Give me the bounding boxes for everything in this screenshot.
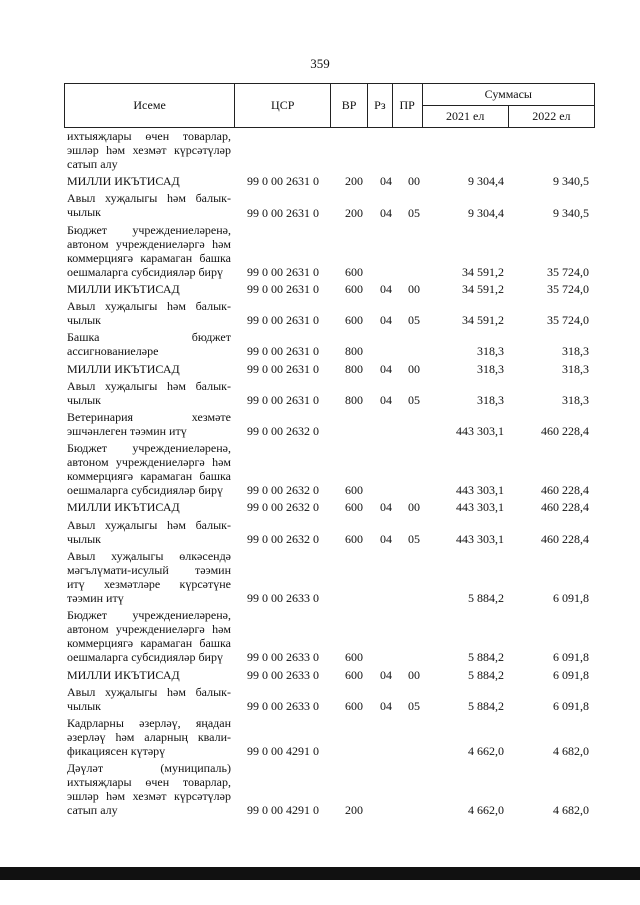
row-pr: 05 (408, 531, 420, 546)
header-sums: Суммасы (422, 84, 594, 106)
row-pr: 00 (408, 500, 420, 515)
row-rz: 04 (380, 282, 392, 297)
row-pr: 05 (408, 313, 420, 328)
row-sum-2022: 318,3 (562, 361, 589, 376)
row-name (67, 549, 231, 605)
row-csr: 99 0 00 4291 0 (247, 744, 319, 759)
row-name-line: оешмаларга субсидияләр бирү (67, 264, 223, 279)
row-name (67, 608, 231, 664)
row-pr: 00 (408, 667, 420, 682)
page-number: 359 (310, 56, 330, 71)
row-name-line: коммерциягә карамаган башка (67, 469, 231, 483)
row-name-line: коммерциягә карамаган башка (67, 250, 231, 265)
row-sum-2022: 6 091,8 (553, 698, 589, 713)
row-sum-2021: 9 304,4 (468, 205, 504, 220)
header-name: Исеме (65, 84, 235, 128)
table-row (0, 282, 640, 296)
row-sum-2022: 9 340,5 (553, 174, 589, 189)
row-name-line: мәгълүмати-исулый тәэмин (67, 562, 231, 577)
row-name-line: Бюджет учреждениеләренә, (67, 441, 231, 455)
row-sum-2021: 318,3 (477, 392, 504, 407)
row-sum-2022: 460 228,4 (541, 500, 589, 515)
row-name-line: сатып алу (67, 803, 118, 818)
row-name-line: чылык (67, 392, 101, 407)
table-row (0, 191, 640, 219)
row-name (67, 223, 231, 279)
row-pr: 05 (408, 698, 420, 713)
row-sum-2021: 4 662,0 (468, 803, 504, 818)
table-row (0, 685, 640, 713)
row-name (67, 500, 231, 514)
table-row (0, 129, 640, 171)
row-csr: 99 0 00 2632 0 (247, 500, 319, 515)
row-pr: 00 (408, 282, 420, 297)
row-vr: 800 (345, 392, 363, 407)
row-name-line: тәэмин итү (67, 590, 124, 605)
row-name-line: Башка бюджет (67, 330, 231, 345)
row-csr: 99 0 00 2631 0 (247, 264, 319, 279)
table-row (0, 500, 640, 514)
row-name-line: итү хезмәтләре күрсәтүне (67, 576, 231, 591)
row-name-line: чылык (67, 313, 101, 328)
row-vr: 200 (345, 174, 363, 189)
row-name-line: автоном учреждениеләргә һәм (67, 236, 231, 251)
row-vr: 800 (345, 344, 363, 359)
row-vr: 600 (345, 531, 363, 546)
row-name (67, 518, 231, 546)
row-sum-2022: 460 228,4 (541, 483, 589, 498)
row-name-line: Дәүләт (муниципаль) (67, 761, 231, 776)
row-name-line: ассигнованиеләре (67, 344, 159, 359)
table-row (0, 518, 640, 546)
row-sum-2021: 4 662,0 (468, 744, 504, 759)
row-sum-2021: 443 303,1 (456, 500, 504, 515)
row-pr: 00 (408, 361, 420, 376)
row-rz: 04 (380, 392, 392, 407)
row-sum-2021: 5 884,2 (468, 698, 504, 713)
row-sum-2022: 9 340,5 (553, 205, 589, 220)
row-pr: 05 (408, 205, 420, 220)
header-vr: ВР (331, 84, 368, 128)
row-name-line: ихтыяҗлары өчен товарлар, (67, 129, 231, 143)
row-csr: 99 0 00 2633 0 (247, 698, 319, 713)
row-name-line: Авыл хуҗалыгы һәм балык- (67, 378, 231, 393)
row-name-line: Бюджет учреждениеләренә, (67, 222, 231, 237)
header-rz: Рз (367, 84, 392, 128)
row-sum-2022: 35 724,0 (547, 264, 589, 279)
table-row (0, 362, 640, 376)
row-name-line: автоном учреждениеләргә һәм (67, 622, 231, 637)
row-csr: 99 0 00 2631 0 (247, 313, 319, 328)
row-name-line: фикациясен күтәрү (67, 743, 166, 758)
row-csr: 99 0 00 2633 0 (247, 667, 319, 682)
row-name-line: эшләр һәм хезмәт күрсәтүләр (67, 143, 231, 157)
header-year-2021: 2021 ел (422, 106, 508, 128)
row-name-line: Авыл хуҗалыгы һәм балык- (67, 684, 231, 699)
row-csr: 99 0 00 2633 0 (247, 591, 319, 606)
row-sum-2022: 4 682,0 (553, 803, 589, 818)
row-name (67, 282, 231, 296)
row-vr: 600 (345, 264, 363, 279)
table-row (0, 174, 640, 188)
row-rz: 04 (380, 313, 392, 328)
row-csr: 99 0 00 2631 0 (247, 344, 319, 359)
row-vr: 600 (345, 500, 363, 515)
row-vr: 800 (345, 361, 363, 376)
row-csr: 99 0 00 2631 0 (247, 392, 319, 407)
table-row (0, 223, 640, 279)
row-sum-2022: 6 091,8 (553, 650, 589, 665)
row-name-line: МИЛЛИ ИКЪТИСАД (67, 500, 180, 515)
row-name (67, 379, 231, 407)
row-sum-2022: 6 091,8 (553, 667, 589, 682)
row-sum-2021: 443 303,1 (456, 531, 504, 546)
row-name-line: чылык (67, 698, 101, 713)
header-csr: ЦСР (235, 84, 331, 128)
row-name-line: әзерләү һәм аларның квали- (67, 729, 231, 744)
header-year-2022: 2022 ел (508, 106, 594, 128)
row-name (67, 716, 231, 758)
row-name (67, 362, 231, 376)
row-sum-2021: 318,3 (477, 361, 504, 376)
row-sum-2021: 443 303,1 (456, 483, 504, 498)
table-row (0, 330, 640, 358)
row-name (67, 761, 231, 817)
row-vr: 600 (345, 698, 363, 713)
table-row (0, 608, 640, 664)
row-name (67, 330, 231, 358)
row-name-line: Кадрларны әзерләү, яңадан (67, 715, 231, 730)
row-csr: 99 0 00 2631 0 (247, 205, 319, 220)
row-vr: 600 (345, 650, 363, 665)
row-csr: 99 0 00 2631 0 (247, 361, 319, 376)
row-name (67, 441, 231, 497)
table-row (0, 761, 640, 817)
row-sum-2022: 460 228,4 (541, 531, 589, 546)
row-sum-2021: 5 884,2 (468, 650, 504, 665)
row-name-line: чылык (67, 205, 101, 220)
row-sum-2021: 34 591,2 (462, 264, 504, 279)
row-name-line: Ветеринария хезмәте (67, 409, 231, 424)
row-name-line: сатып алу (67, 157, 118, 171)
row-rz: 04 (380, 500, 392, 515)
row-name-line: Авыл хуҗалыгы һәм балык- (67, 517, 231, 532)
row-sum-2022: 318,3 (562, 392, 589, 407)
row-csr: 99 0 00 2631 0 (247, 174, 319, 189)
table-row (0, 549, 640, 605)
row-sum-2022: 460 228,4 (541, 423, 589, 438)
table-row (0, 299, 640, 327)
row-name (67, 299, 231, 327)
row-sum-2021: 443 303,1 (456, 423, 504, 438)
row-name (67, 668, 231, 682)
row-name-line: Бюджет учреждениеләренә, (67, 608, 231, 623)
row-sum-2021: 5 884,2 (468, 591, 504, 606)
row-name-line: автоном учреждениеләргә һәм (67, 455, 231, 469)
row-csr: 99 0 00 2632 0 (247, 423, 319, 438)
row-name (67, 410, 231, 438)
row-name-line: Авыл хуҗалыгы һәм балык- (67, 299, 231, 314)
row-name (67, 174, 231, 188)
row-rz: 04 (380, 531, 392, 546)
row-vr: 600 (345, 282, 363, 297)
row-sum-2022: 35 724,0 (547, 282, 589, 297)
row-csr: 99 0 00 2632 0 (247, 531, 319, 546)
row-name-line: Авыл хуҗалыгы өлкәсендә (67, 548, 231, 563)
row-sum-2022: 318,3 (562, 344, 589, 359)
row-csr: 99 0 00 2631 0 (247, 282, 319, 297)
row-name-line: оешмаларга субсидияләр бирү (67, 483, 223, 497)
row-rz: 04 (380, 361, 392, 376)
row-pr: 00 (408, 174, 420, 189)
row-name-line: коммерциягә карамаган башка (67, 636, 231, 651)
table-header (64, 83, 595, 128)
table-row (0, 716, 640, 758)
row-rz: 04 (380, 205, 392, 220)
row-name-line: оешмаларга субсидияләр бирү (67, 650, 223, 665)
scan-border-bar (0, 867, 640, 880)
row-sum-2021: 5 884,2 (468, 667, 504, 682)
row-sum-2021: 9 304,4 (468, 174, 504, 189)
row-csr: 99 0 00 2632 0 (247, 483, 319, 498)
row-sum-2021: 34 591,2 (462, 313, 504, 328)
row-name-line: МИЛЛИ ИКЪТИСАД (67, 667, 180, 682)
row-vr: 600 (345, 483, 363, 498)
row-name-line: эшләр һәм хезмәт күрсәтүләр (67, 789, 231, 804)
row-csr: 99 0 00 4291 0 (247, 803, 319, 818)
row-vr: 200 (345, 205, 363, 220)
row-name-line: МИЛЛИ ИКЪТИСАД (67, 174, 180, 189)
row-rz: 04 (380, 667, 392, 682)
table-row (0, 410, 640, 438)
row-name-line: МИЛЛИ ИКЪТИСАД (67, 282, 180, 296)
row-name (67, 191, 231, 219)
row-name (67, 129, 231, 171)
row-pr: 05 (408, 392, 420, 407)
row-vr: 600 (345, 667, 363, 682)
row-csr: 99 0 00 2633 0 (247, 650, 319, 665)
row-rz: 04 (380, 698, 392, 713)
row-sum-2021: 318,3 (477, 344, 504, 359)
header-pr: ПР (392, 84, 422, 128)
row-vr: 600 (345, 313, 363, 328)
row-vr: 200 (345, 803, 363, 818)
row-name-line: МИЛЛИ ИКЪТИСАД (67, 361, 180, 376)
row-name-line: чылык (67, 531, 101, 546)
table-row (0, 379, 640, 407)
row-name (67, 685, 231, 713)
row-sum-2022: 4 682,0 (553, 744, 589, 759)
row-sum-2022: 35 724,0 (547, 313, 589, 328)
row-name-line: эшчәнлеген тәэмин итү (67, 423, 187, 438)
row-sum-2021: 34 591,2 (462, 282, 504, 297)
table-row (0, 441, 640, 497)
table-row (0, 668, 640, 682)
row-rz: 04 (380, 174, 392, 189)
row-name-line: Авыл хуҗалыгы һәм балык- (67, 191, 231, 206)
row-name-line: ихтыяҗлары өчен товарлар, (67, 775, 231, 790)
row-sum-2022: 6 091,8 (553, 591, 589, 606)
